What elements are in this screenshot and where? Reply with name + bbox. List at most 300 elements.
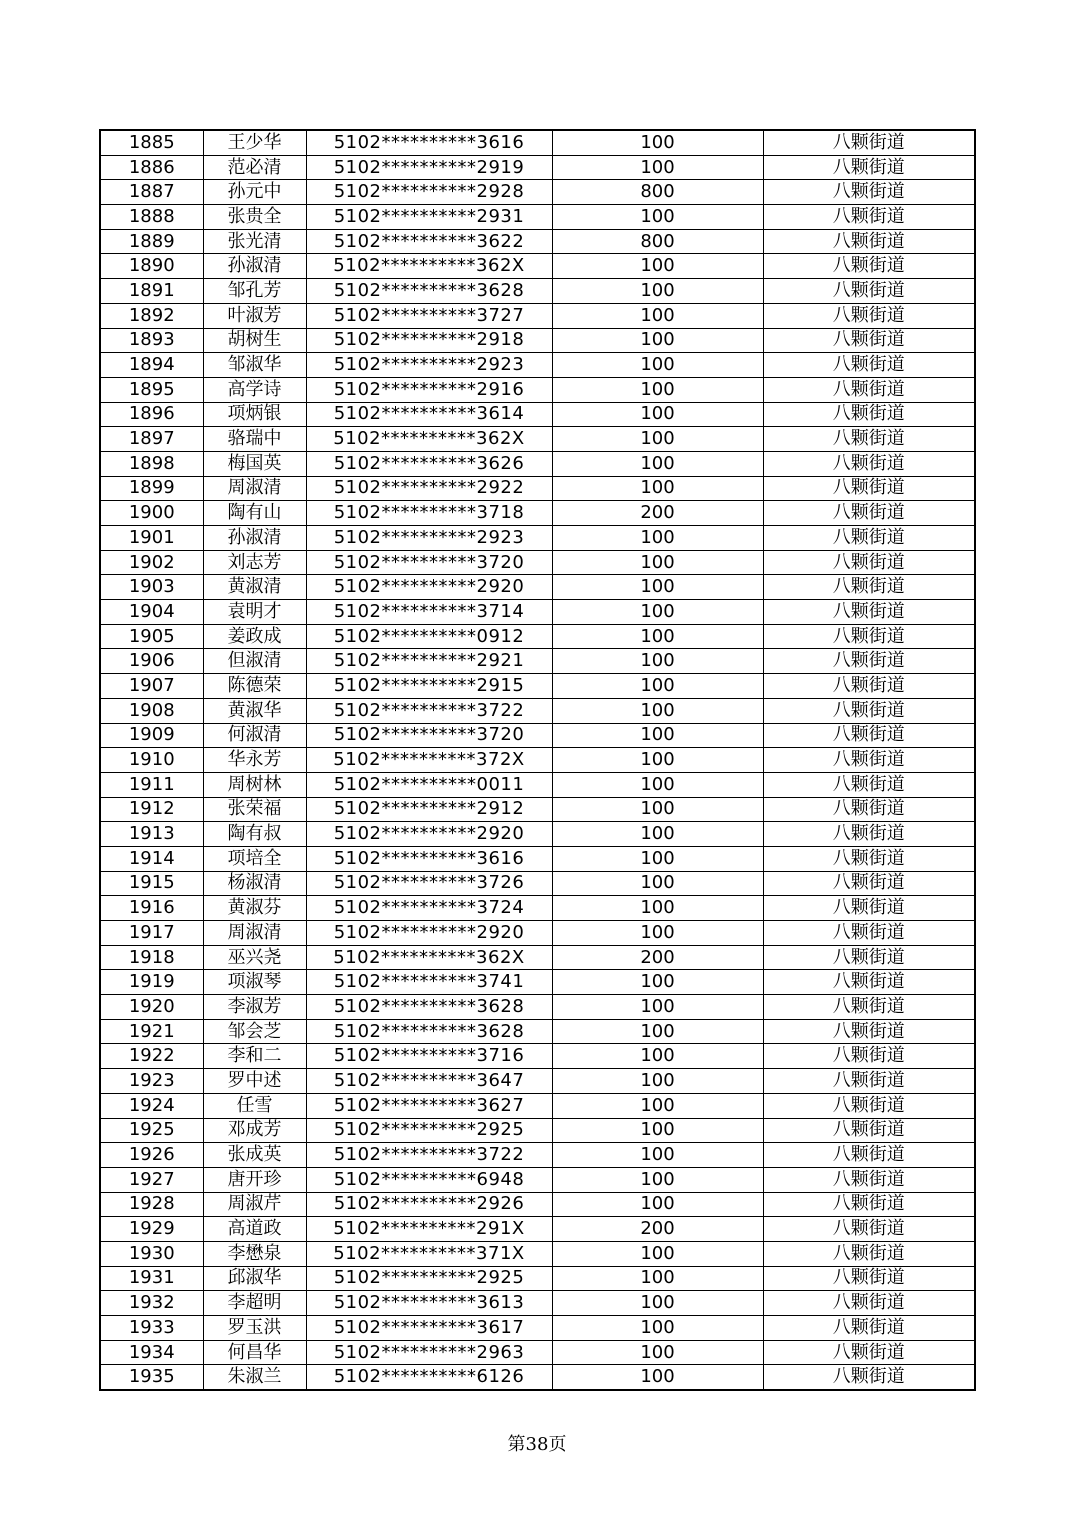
street-cell: 八颗街道 <box>763 921 975 946</box>
id-number-cell: 5102**********2921 <box>306 649 552 674</box>
table-row <box>100 624 975 649</box>
serial-number-cell: 1890 <box>100 254 203 279</box>
table-row <box>100 328 975 353</box>
table-row <box>100 501 975 526</box>
id-number-cell: 5102**********2963 <box>306 1340 552 1365</box>
name-cell: 骆瑞中 <box>203 427 306 452</box>
serial-number-cell: 1926 <box>100 1143 203 1168</box>
amount-cell: 100 <box>552 1167 763 1192</box>
street-cell: 八颗街道 <box>763 229 975 254</box>
table-row <box>100 1118 975 1143</box>
name-cell: 华永芳 <box>203 748 306 773</box>
amount-cell: 100 <box>552 353 763 378</box>
table-row <box>100 279 975 304</box>
street-cell: 八颗街道 <box>763 1118 975 1143</box>
street-cell: 八颗街道 <box>763 871 975 896</box>
name-cell: 张贵全 <box>203 205 306 230</box>
amount-cell: 100 <box>552 1069 763 1094</box>
table-row <box>100 180 975 205</box>
street-cell: 八颗街道 <box>763 896 975 921</box>
street-cell: 八颗街道 <box>763 1340 975 1365</box>
id-number-cell: 5102**********3627 <box>306 1093 552 1118</box>
amount-cell: 100 <box>552 303 763 328</box>
street-cell: 八颗街道 <box>763 303 975 328</box>
id-number-cell: 5102**********0011 <box>306 772 552 797</box>
id-number-cell: 5102**********6948 <box>306 1167 552 1192</box>
name-cell: 姜政成 <box>203 624 306 649</box>
amount-cell: 100 <box>552 1192 763 1217</box>
amount-cell: 100 <box>552 1143 763 1168</box>
table-row <box>100 353 975 378</box>
amount-cell: 100 <box>552 402 763 427</box>
serial-number-cell: 1903 <box>100 575 203 600</box>
serial-number-cell: 1933 <box>100 1316 203 1341</box>
id-number-cell: 5102**********362X <box>306 945 552 970</box>
serial-number-cell: 1908 <box>100 698 203 723</box>
street-cell: 八颗街道 <box>763 254 975 279</box>
serial-number-cell: 1897 <box>100 427 203 452</box>
serial-number-cell: 1904 <box>100 600 203 625</box>
name-cell: 胡树生 <box>203 328 306 353</box>
serial-number-cell: 1915 <box>100 871 203 896</box>
name-cell: 周淑芹 <box>203 1192 306 1217</box>
name-cell: 何昌华 <box>203 1340 306 1365</box>
name-cell: 邹会芝 <box>203 1019 306 1044</box>
street-cell: 八颗街道 <box>763 1143 975 1168</box>
name-cell: 邱淑华 <box>203 1266 306 1291</box>
id-number-cell: 5102**********2912 <box>306 797 552 822</box>
serial-number-cell: 1902 <box>100 550 203 575</box>
id-number-cell: 5102**********0912 <box>306 624 552 649</box>
table-row <box>100 1291 975 1316</box>
name-cell: 孙淑清 <box>203 526 306 551</box>
name-cell: 朱淑兰 <box>203 1365 306 1390</box>
table-row <box>100 1241 975 1266</box>
name-cell: 邹孔芳 <box>203 279 306 304</box>
amount-cell: 100 <box>552 526 763 551</box>
table-body <box>100 130 975 1390</box>
serial-number-cell: 1899 <box>100 476 203 501</box>
table-row <box>100 1266 975 1291</box>
id-number-cell: 5102**********2923 <box>306 353 552 378</box>
name-cell: 陶有叔 <box>203 822 306 847</box>
table-row <box>100 427 975 452</box>
street-cell: 八颗街道 <box>763 353 975 378</box>
name-cell: 邓成芳 <box>203 1118 306 1143</box>
name-cell: 项淑琴 <box>203 970 306 995</box>
table-row <box>100 451 975 476</box>
table-row <box>100 674 975 699</box>
amount-cell: 100 <box>552 205 763 230</box>
street-cell: 八颗街道 <box>763 772 975 797</box>
id-number-cell: 5102**********3626 <box>306 451 552 476</box>
serial-number-cell: 1929 <box>100 1217 203 1242</box>
serial-number-cell: 1900 <box>100 501 203 526</box>
serial-number-cell: 1909 <box>100 723 203 748</box>
name-cell: 罗玉洪 <box>203 1316 306 1341</box>
amount-cell: 800 <box>552 229 763 254</box>
id-number-cell: 5102**********3726 <box>306 871 552 896</box>
id-number-cell: 5102**********2920 <box>306 921 552 946</box>
name-cell: 刘志芳 <box>203 550 306 575</box>
table-row <box>100 377 975 402</box>
name-cell: 叶淑芳 <box>203 303 306 328</box>
id-number-cell: 5102**********3722 <box>306 698 552 723</box>
amount-cell: 100 <box>552 1266 763 1291</box>
amount-cell: 200 <box>552 501 763 526</box>
table-row <box>100 476 975 501</box>
street-cell: 八颗街道 <box>763 624 975 649</box>
amount-cell: 100 <box>552 1118 763 1143</box>
id-number-cell: 5102**********2931 <box>306 205 552 230</box>
table-row <box>100 550 975 575</box>
street-cell: 八颗街道 <box>763 1167 975 1192</box>
table-row <box>100 896 975 921</box>
name-cell: 周淑清 <box>203 476 306 501</box>
id-number-cell: 5102**********6126 <box>306 1365 552 1390</box>
amount-cell: 100 <box>552 871 763 896</box>
table-row <box>100 1340 975 1365</box>
table-row <box>100 1044 975 1069</box>
table-row <box>100 822 975 847</box>
amount-cell: 100 <box>552 846 763 871</box>
table-row <box>100 921 975 946</box>
street-cell: 八颗街道 <box>763 155 975 180</box>
serial-number-cell: 1931 <box>100 1266 203 1291</box>
street-cell: 八颗街道 <box>763 1044 975 1069</box>
name-cell: 梅国英 <box>203 451 306 476</box>
name-cell: 黄淑华 <box>203 698 306 723</box>
name-cell: 袁明才 <box>203 600 306 625</box>
id-number-cell: 5102**********3647 <box>306 1069 552 1094</box>
street-cell: 八颗街道 <box>763 575 975 600</box>
street-cell: 八颗街道 <box>763 1019 975 1044</box>
id-number-cell: 5102**********3628 <box>306 995 552 1020</box>
id-number-cell: 5102**********2920 <box>306 822 552 847</box>
serial-number-cell: 1928 <box>100 1192 203 1217</box>
table-row <box>100 1019 975 1044</box>
table-row <box>100 1143 975 1168</box>
street-cell: 八颗街道 <box>763 205 975 230</box>
amount-cell: 100 <box>552 600 763 625</box>
street-cell: 八颗街道 <box>763 698 975 723</box>
id-number-cell: 5102**********3741 <box>306 970 552 995</box>
serial-number-cell: 1930 <box>100 1241 203 1266</box>
name-cell: 王少华 <box>203 130 306 155</box>
street-cell: 八颗街道 <box>763 279 975 304</box>
id-number-cell: 5102**********2925 <box>306 1118 552 1143</box>
table-row <box>100 575 975 600</box>
table-row <box>100 945 975 970</box>
serial-number-cell: 1921 <box>100 1019 203 1044</box>
id-number-cell: 5102**********372X <box>306 748 552 773</box>
amount-cell: 100 <box>552 130 763 155</box>
table-row <box>100 698 975 723</box>
name-cell: 项炳银 <box>203 402 306 427</box>
id-number-cell: 5102**********3616 <box>306 130 552 155</box>
table-row <box>100 846 975 871</box>
street-cell: 八颗街道 <box>763 674 975 699</box>
street-cell: 八颗街道 <box>763 1241 975 1266</box>
amount-cell: 100 <box>552 377 763 402</box>
name-cell: 但淑清 <box>203 649 306 674</box>
amount-cell: 100 <box>552 1365 763 1390</box>
serial-number-cell: 1912 <box>100 797 203 822</box>
serial-number-cell: 1913 <box>100 822 203 847</box>
table-row <box>100 402 975 427</box>
amount-cell: 100 <box>552 772 763 797</box>
amount-cell: 100 <box>552 822 763 847</box>
serial-number-cell: 1905 <box>100 624 203 649</box>
serial-number-cell: 1914 <box>100 846 203 871</box>
name-cell: 何淑清 <box>203 723 306 748</box>
amount-cell: 100 <box>552 279 763 304</box>
name-cell: 巫兴尧 <box>203 945 306 970</box>
name-cell: 周淑清 <box>203 921 306 946</box>
serial-number-cell: 1894 <box>100 353 203 378</box>
name-cell: 陈德荣 <box>203 674 306 699</box>
street-cell: 八颗街道 <box>763 550 975 575</box>
name-cell: 黄淑清 <box>203 575 306 600</box>
amount-cell: 100 <box>552 550 763 575</box>
amount-cell: 100 <box>552 254 763 279</box>
id-number-cell: 5102**********362X <box>306 427 552 452</box>
serial-number-cell: 1917 <box>100 921 203 946</box>
table-row <box>100 205 975 230</box>
street-cell: 八颗街道 <box>763 1266 975 1291</box>
id-number-cell: 5102**********3720 <box>306 723 552 748</box>
serial-number-cell: 1886 <box>100 155 203 180</box>
serial-number-cell: 1906 <box>100 649 203 674</box>
id-number-cell: 5102**********2926 <box>306 1192 552 1217</box>
amount-cell: 100 <box>552 476 763 501</box>
street-cell: 八颗街道 <box>763 822 975 847</box>
id-number-cell: 5102**********3617 <box>306 1316 552 1341</box>
amount-cell: 100 <box>552 1316 763 1341</box>
serial-number-cell: 1891 <box>100 279 203 304</box>
serial-number-cell: 1892 <box>100 303 203 328</box>
amount-cell: 100 <box>552 155 763 180</box>
table-row <box>100 797 975 822</box>
street-cell: 八颗街道 <box>763 501 975 526</box>
name-cell: 孙元中 <box>203 180 306 205</box>
page-number: 第38页 <box>507 1434 567 1455</box>
street-cell: 八颗街道 <box>763 600 975 625</box>
table-row <box>100 303 975 328</box>
table-row <box>100 1069 975 1094</box>
table-row <box>100 1316 975 1341</box>
amount-cell: 100 <box>552 1291 763 1316</box>
table-row <box>100 871 975 896</box>
serial-number-cell: 1896 <box>100 402 203 427</box>
street-cell: 八颗街道 <box>763 797 975 822</box>
amount-cell: 100 <box>552 328 763 353</box>
name-cell: 项培全 <box>203 846 306 871</box>
id-number-cell: 5102**********3628 <box>306 279 552 304</box>
name-cell: 张光清 <box>203 229 306 254</box>
name-cell: 杨淑清 <box>203 871 306 896</box>
id-number-cell: 5102**********2920 <box>306 575 552 600</box>
table-row <box>100 748 975 773</box>
serial-number-cell: 1893 <box>100 328 203 353</box>
id-number-cell: 5102**********3622 <box>306 229 552 254</box>
amount-cell: 100 <box>552 995 763 1020</box>
amount-cell: 100 <box>552 1340 763 1365</box>
serial-number-cell: 1888 <box>100 205 203 230</box>
id-number-cell: 5102**********3724 <box>306 896 552 921</box>
serial-number-cell: 1922 <box>100 1044 203 1069</box>
amount-cell: 100 <box>552 624 763 649</box>
id-number-cell: 5102**********2928 <box>306 180 552 205</box>
serial-number-cell: 1889 <box>100 229 203 254</box>
table-row <box>100 1093 975 1118</box>
street-cell: 八颗街道 <box>763 451 975 476</box>
street-cell: 八颗街道 <box>763 180 975 205</box>
id-number-cell: 5102**********371X <box>306 1241 552 1266</box>
serial-number-cell: 1911 <box>100 772 203 797</box>
table-row <box>100 1217 975 1242</box>
id-number-cell: 5102**********2922 <box>306 476 552 501</box>
name-cell: 张成英 <box>203 1143 306 1168</box>
serial-number-cell: 1935 <box>100 1365 203 1390</box>
amount-cell: 100 <box>552 1093 763 1118</box>
serial-number-cell: 1924 <box>100 1093 203 1118</box>
name-cell: 罗中述 <box>203 1069 306 1094</box>
serial-number-cell: 1920 <box>100 995 203 1020</box>
serial-number-cell: 1895 <box>100 377 203 402</box>
id-number-cell: 5102**********291X <box>306 1217 552 1242</box>
table-row <box>100 1365 975 1390</box>
street-cell: 八颗街道 <box>763 970 975 995</box>
table-row <box>100 155 975 180</box>
name-cell: 高道政 <box>203 1217 306 1242</box>
id-number-cell: 5102**********3614 <box>306 402 552 427</box>
table-row <box>100 772 975 797</box>
name-cell: 黄淑芬 <box>203 896 306 921</box>
street-cell: 八颗街道 <box>763 1217 975 1242</box>
amount-cell: 100 <box>552 674 763 699</box>
street-cell: 八颗街道 <box>763 1093 975 1118</box>
amount-cell: 100 <box>552 748 763 773</box>
id-number-cell: 5102**********3628 <box>306 1019 552 1044</box>
amount-cell: 100 <box>552 970 763 995</box>
id-number-cell: 5102**********3616 <box>306 846 552 871</box>
id-number-cell: 5102**********3613 <box>306 1291 552 1316</box>
amount-cell: 100 <box>552 451 763 476</box>
street-cell: 八颗街道 <box>763 1316 975 1341</box>
street-cell: 八颗街道 <box>763 328 975 353</box>
street-cell: 八颗街道 <box>763 846 975 871</box>
id-number-cell: 5102**********2918 <box>306 328 552 353</box>
amount-cell: 100 <box>552 1044 763 1069</box>
serial-number-cell: 1910 <box>100 748 203 773</box>
id-number-cell: 5102**********3720 <box>306 550 552 575</box>
amount-cell: 800 <box>552 180 763 205</box>
name-cell: 任雪 <box>203 1093 306 1118</box>
name-cell: 李淑芳 <box>203 995 306 1020</box>
street-cell: 八颗街道 <box>763 1365 975 1390</box>
id-number-cell: 5102**********3716 <box>306 1044 552 1069</box>
table-row <box>100 130 975 155</box>
id-number-cell: 5102**********2916 <box>306 377 552 402</box>
street-cell: 八颗街道 <box>763 995 975 1020</box>
table-row <box>100 526 975 551</box>
street-cell: 八颗街道 <box>763 427 975 452</box>
amount-cell: 100 <box>552 698 763 723</box>
id-number-cell: 5102**********3714 <box>306 600 552 625</box>
amount-cell: 100 <box>552 896 763 921</box>
name-cell: 范必清 <box>203 155 306 180</box>
amount-cell: 100 <box>552 1019 763 1044</box>
name-cell: 李懋泉 <box>203 1241 306 1266</box>
serial-number-cell: 1898 <box>100 451 203 476</box>
id-number-cell: 5102**********2925 <box>306 1266 552 1291</box>
amount-cell: 100 <box>552 723 763 748</box>
name-cell: 孙淑清 <box>203 254 306 279</box>
amount-cell: 100 <box>552 427 763 452</box>
amount-cell: 100 <box>552 1241 763 1266</box>
serial-number-cell: 1901 <box>100 526 203 551</box>
street-cell: 八颗街道 <box>763 526 975 551</box>
street-cell: 八颗街道 <box>763 476 975 501</box>
amount-cell: 100 <box>552 797 763 822</box>
street-cell: 八颗街道 <box>763 649 975 674</box>
name-cell: 张荣福 <box>203 797 306 822</box>
street-cell: 八颗街道 <box>763 1069 975 1094</box>
table-row <box>100 229 975 254</box>
amount-cell: 100 <box>552 921 763 946</box>
id-number-cell: 5102**********2919 <box>306 155 552 180</box>
street-cell: 八颗街道 <box>763 1291 975 1316</box>
street-cell: 八颗街道 <box>763 1192 975 1217</box>
serial-number-cell: 1932 <box>100 1291 203 1316</box>
serial-number-cell: 1916 <box>100 896 203 921</box>
subsidy-table <box>99 129 976 1391</box>
serial-number-cell: 1919 <box>100 970 203 995</box>
serial-number-cell: 1925 <box>100 1118 203 1143</box>
table-row <box>100 649 975 674</box>
serial-number-cell: 1934 <box>100 1340 203 1365</box>
table-row <box>100 254 975 279</box>
street-cell: 八颗街道 <box>763 945 975 970</box>
id-number-cell: 5102**********3718 <box>306 501 552 526</box>
id-number-cell: 5102**********362X <box>306 254 552 279</box>
id-number-cell: 5102**********3722 <box>306 1143 552 1168</box>
table-row <box>100 600 975 625</box>
name-cell: 唐开珍 <box>203 1167 306 1192</box>
street-cell: 八颗街道 <box>763 748 975 773</box>
serial-number-cell: 1887 <box>100 180 203 205</box>
street-cell: 八颗街道 <box>763 377 975 402</box>
serial-number-cell: 1907 <box>100 674 203 699</box>
table-row <box>100 1167 975 1192</box>
name-cell: 邹淑华 <box>203 353 306 378</box>
amount-cell: 100 <box>552 649 763 674</box>
name-cell: 李和二 <box>203 1044 306 1069</box>
table-row <box>100 970 975 995</box>
amount-cell: 100 <box>552 575 763 600</box>
serial-number-cell: 1923 <box>100 1069 203 1094</box>
serial-number-cell: 1927 <box>100 1167 203 1192</box>
street-cell: 八颗街道 <box>763 723 975 748</box>
name-cell: 陶有山 <box>203 501 306 526</box>
table-row <box>100 995 975 1020</box>
name-cell: 李超明 <box>203 1291 306 1316</box>
serial-number-cell: 1885 <box>100 130 203 155</box>
table-row <box>100 723 975 748</box>
id-number-cell: 5102**********3727 <box>306 303 552 328</box>
name-cell: 高学诗 <box>203 377 306 402</box>
